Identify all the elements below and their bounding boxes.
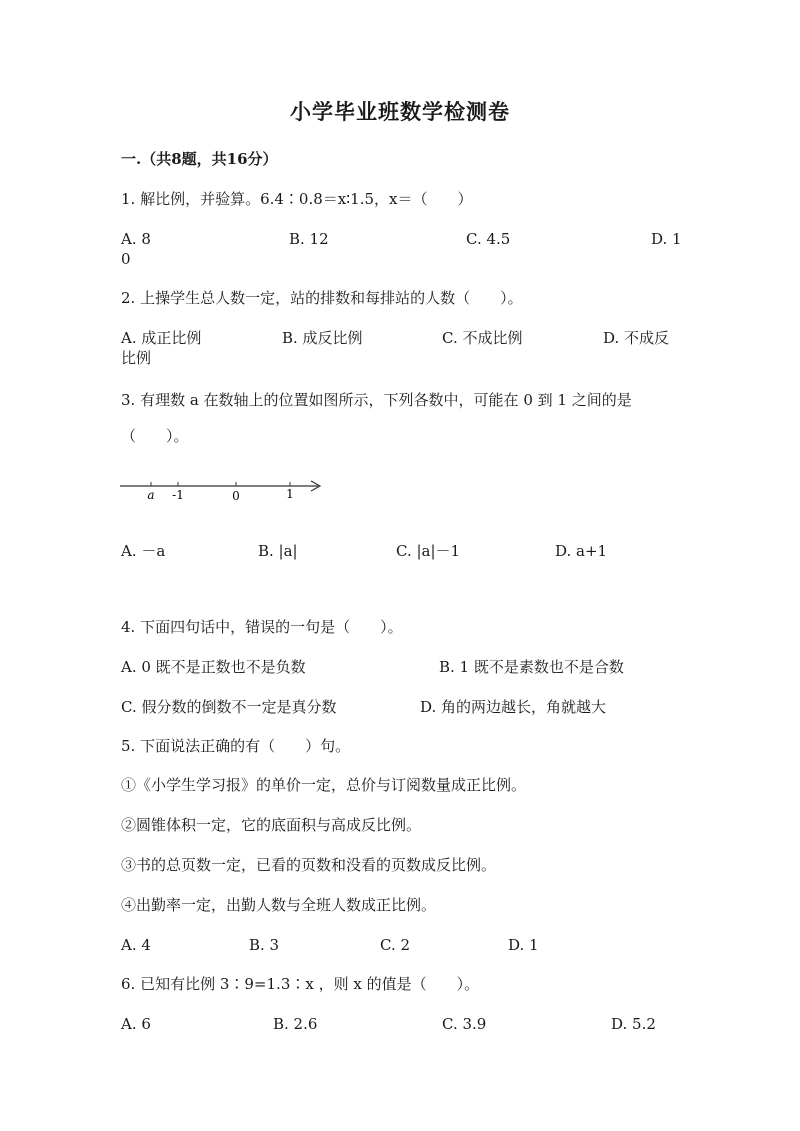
question-3-stem-cont: （ ）。 <box>121 427 189 445</box>
question-4-stem: 4. 下面四句话中，错误的一句是（ ）。 <box>121 618 403 636</box>
q1-option-c: C. 4.5 <box>466 230 511 248</box>
q3-option-a: A. －a <box>121 542 166 560</box>
question-6-stem: 6. 已知有比例 3∶9=1.3∶x ，则 x 的值是（ ）。 <box>121 975 480 993</box>
q1-option-d-wrap: 0 <box>121 250 131 268</box>
q5-option-c: C. 2 <box>380 936 411 954</box>
q1-option-d: D. 1 <box>651 230 682 248</box>
q2-option-b: B. 成反比例 <box>282 329 363 347</box>
q5-statement-2: ②圆锥体积一定，它的底面积与高成反比例。 <box>121 816 422 834</box>
q6-option-b: B. 2.6 <box>273 1015 318 1033</box>
q6-option-d: D. 5.2 <box>611 1015 656 1033</box>
question-1-stem: 1. 解比例，并验算。6.4∶0.8＝x∶1.5，x＝（ ） <box>121 190 473 208</box>
q4-option-b: B. 1 既不是素数也不是合数 <box>439 658 624 676</box>
q5-statement-4: ④出勤率一定，出勤人数与全班人数成正比例。 <box>121 896 437 914</box>
q2-option-c: C. 不成比例 <box>442 329 523 347</box>
q4-option-a: A. 0 既不是正数也不是负数 <box>121 658 306 676</box>
label-a: a <box>147 488 155 502</box>
q2-option-d-wrap: 比例 <box>121 349 152 367</box>
question-5-stem: 5. 下面说法正确的有（ ）句。 <box>121 737 351 755</box>
q4-option-d: D. 角的两边越长，角就越大 <box>420 698 607 716</box>
page-title: 小学毕业班数学检测卷 <box>290 99 510 124</box>
q3-option-d: D. a+1 <box>555 542 608 560</box>
label-0: 0 <box>232 489 240 503</box>
q5-statement-3: ③书的总页数一定，已看的页数和没看的页数成反比例。 <box>121 856 497 874</box>
q4-option-c: C. 假分数的倒数不一定是真分数 <box>121 698 337 716</box>
q5-option-d: D. 1 <box>508 936 539 954</box>
label-minus-1: -1 <box>172 488 184 502</box>
q5-statement-1: ①《小学生学习报》的单价一定，总价与订阅数量成正比例。 <box>121 776 527 794</box>
question-3-stem: 3. 有理数 a 在数轴上的位置如图所示，下列各数中，可能在 0 到 1 之间的是 <box>121 391 632 409</box>
q2-option-a: A. 成正比例 <box>121 329 202 347</box>
q3-option-c: C. |a|－1 <box>396 542 461 560</box>
question-2-stem: 2. 上操学生总人数一定，站的排数和每排站的人数（ ）。 <box>121 289 523 307</box>
q5-option-a: A. 4 <box>121 936 151 954</box>
q3-option-b: B. |a| <box>258 542 298 560</box>
q2-option-d: D. 不成反 <box>603 329 670 347</box>
q1-option-b: B. 12 <box>289 230 329 248</box>
q1-option-a: A. 8 <box>121 230 151 248</box>
q5-option-b: B. 3 <box>249 936 280 954</box>
number-line-figure <box>118 476 328 506</box>
q6-option-c: C. 3.9 <box>442 1015 487 1033</box>
section-header: 一.（共8题，共16分） <box>121 150 278 168</box>
q6-option-a: A. 6 <box>121 1015 151 1033</box>
label-1: 1 <box>286 487 294 501</box>
